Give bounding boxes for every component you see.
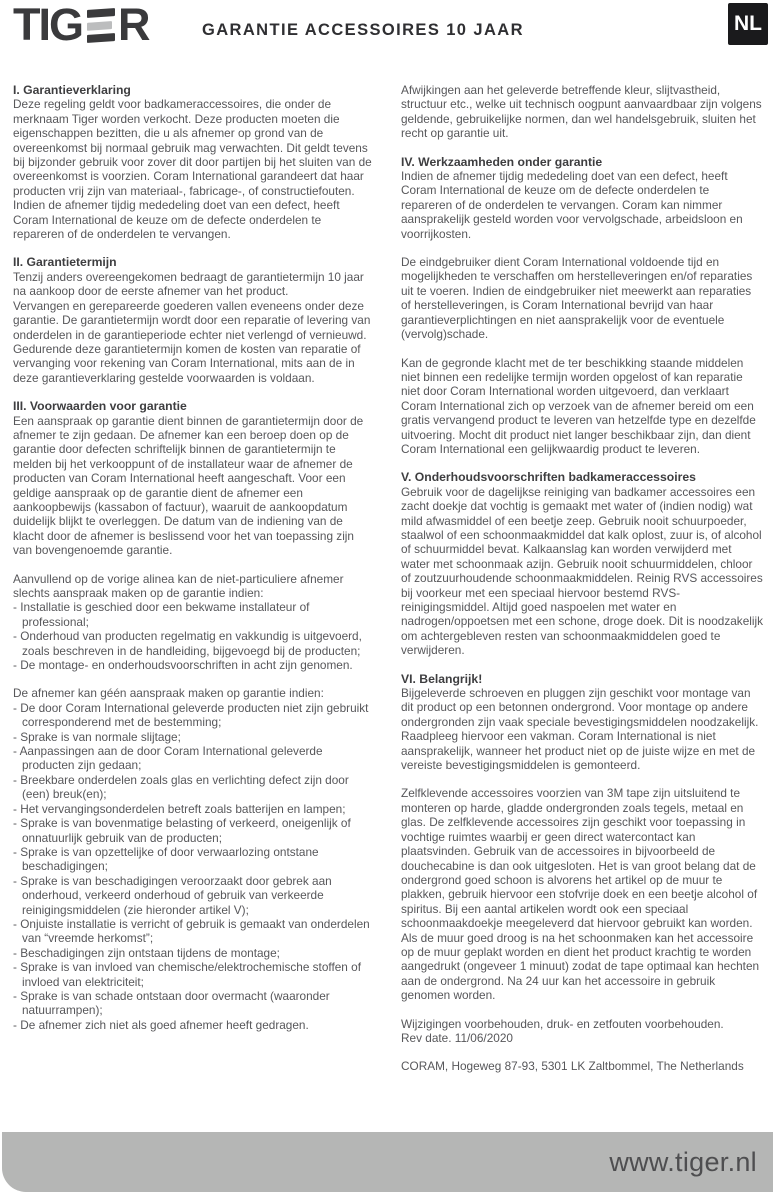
bullet-list (13, 701, 375, 1032)
paragraph: Wijzigingen voorbehouden, druk- en zetfouten voorbehouden. (401, 1016, 724, 1031)
section-heading: IV. Werkzaamheden onder garantie (401, 154, 603, 169)
list-item: - Sprake is van invloed van chemische/elektrochemische stoffen of invloed van elektriciteit; (13, 960, 375, 989)
page-title: GARANTIE ACCESSOIRES 10 JAAR (202, 21, 524, 39)
section-heading: II. Garantietermijn (13, 255, 117, 270)
paragraph: Gedurende deze garantietermijn komen de kosten van reparatie of vervanging voor rekening van Coram International, mits aan de in deze garantieverklaring gestelde voorwaarden is voldaan. (13, 341, 361, 385)
list-item: - Onjuiste installatie is verricht of gebruik is gemaakt van onderdelen van “vreemde herkomst”; (13, 917, 375, 946)
logo-e-bars-icon (87, 9, 115, 42)
section-heading: VI. Belangrijk! (401, 671, 483, 686)
logo-bar-bottom (87, 33, 115, 43)
paragraph: Tenzij anders overeengekomen bedraagt de garantietermijn 10 jaar na aankoop door de eerste afnemer van het product. (13, 269, 364, 299)
paragraph: Bijgeleverde schroeven en pluggen zijn geschikt voor montage van dit product op een betonnen ondergrond. Voor montage op andere ondergronden zijn vaak speciale bevestigingsmiddelen noodzakelijk. Raadpleeg hiervoor een vakman. Coram International is niet aansprakelijk, wanneer het product niet op de juiste wijze en met de vereiste bevestigingsmiddelen is gemonteerd. (401, 686, 759, 773)
paragraph: Een aanspraak op garantie dient binnen de garantietermijn door de afnemer te zijn gedaan. De afnemer kan een beroep doen op de garantie door defecten schriftelijk binnen de garantietermijn te melden bij het verkooppunt of de installateur waar de afnemer de producten van Coram International heeft aangeschaft. Voor een geldige aanspraak op de garantie dient de afnemer een aankoopbewijs (kassabon of factuur), waaruit de aankoopdatum duidelijk blijkt te overleggen. De datum van de indiening van de klacht door de afnemer is beslissend voor het van toepassing zijn van bovengenoemde garantie. (13, 413, 364, 558)
list-item: - De montage- en onderhoudsvoorschriften in acht zijn genomen. (13, 658, 375, 672)
list-item: - Sprake is van beschadigingen veroorzaakt door gebrek aan onderhoud, verkeerd onderhoud of gebruik van verkeerde reinigingsmiddelen (zie hieronder artikel V); (13, 874, 375, 917)
list-item: - Aanpassingen aan de door Coram International geleverde producten zijn gedaan; (13, 744, 375, 773)
list-item: - Beschadigingen zijn ontstaan tijdens de montage; (13, 946, 375, 960)
paragraph: Afwijkingen aan het geleverde betreffende kleur, slijtvastheid, structuur etc., welke uit technisch oogpunt aanvaardbaar zijn volgens geldende, gebruikelijke normen, dan wel handelsgebruik, sluiten het recht op garantie uit. (401, 83, 762, 141)
paragraph: Indien de afnemer tijdig mededeling doet van een defect, heeft Coram International de keuze om de defecte onderdelen te repareren of de onderdelen te vervangen. Coram kan nimmer aansprakelijk gesteld worden voor vervolgschade, arbeidsloon en voorrijkosten. (401, 169, 743, 241)
section-heading: III. Voorwaarden voor garantie (13, 399, 187, 414)
logo-text-suffix: R (118, 0, 149, 50)
list-item: - Installatie is geschied door een bekwame installateur of professional; (13, 600, 375, 629)
list-item: - Breekbare onderdelen zoals glas en verlichting defect zijn door (een) breuk(en); (13, 773, 375, 802)
left-column (13, 83, 375, 1130)
list-item: - Het vervangingsonderdelen betreft zoals batterijen en lampen; (13, 802, 375, 816)
paragraph: Kan de gegronde klacht met de ter beschikking staande middelen niet binnen een redelijke termijn worden opgelost of kan reparatie niet door Coram International worden uitgevoerd, dan verklaart Coram International zich op verzoek van de afnemer bereid om een gratis vervangend product te leveren van hetzelfde type en dezelfde uitvoering. Mocht dit product niet langer beschikbaar zijn, dan dient Coram International een gelijkwaardig product te leveren. (401, 355, 756, 456)
list-item: - Sprake is van schade ontstaan door overmacht (waaronder natuurrampen); (13, 989, 375, 1018)
section-heading: V. Onderhoudsvoorschriften badkameraccessoires (401, 470, 696, 485)
paragraph: Zelfklevende accessoires voorzien van 3M tape zijn uitsluitend te monteren op harde, gladde ondergronden zoals tegels, metaal en glas. De zelfklevende accessoires zijn geschikt voor toepassing in vochtige ruimtes waarbij er geen direct watercontact kan plaatsvinden. Gebruik van de accessoires in bijvoorbeeld de douchecabine is dan ook uitgesloten. Het is van groot belang dat de ondergrond goed schoon is alvorens het artikel op de muur te plakken, gebruik hiervoor een stofvrije doek en een beetje alcohol of spiritus. Bij een aantal artikelen wordt ook een speciaal schoonmaakdoekje meegeleverd dat hiervoor gebruikt kan worden. Als de muur goed droog is na het schoonmaken kan het accessoire op de muur geplakt worden en dient het product krachtig te worden aangedrukt (ongeveer 1 minuut) zodat de tape optimaal kan hechten aan de ondergrond. Na 24 uur kan het accessoire in gebruik genomen worden. (401, 786, 760, 1003)
paragraph: Aanvullend op de vorige alinea kan de niet-particuliere afnemer slechts aanspraak maken op de garantie indien: (13, 571, 344, 600)
paragraph: De eindgebruiker dient Coram International voldoende tijd en mogelijkheden te verschaffen om herstelleveringen en/of reparaties uit te voeren. Indien de eindgebruiker niet meewerkt aan reparaties of herstelleveringen, is Coram International bevrijd van haar garantieverplichtingen en niet aansprakelijk voor de eventuele (vervolg)schade. (401, 255, 753, 342)
paragraph: Vervangen en gerepareerde goederen vallen eveneens onder deze garantie. De garantietermijn wordt door een reparatie of levering van onderdelen in de garantieperiode echter niet verlengd of vernieuwd. (13, 298, 371, 342)
footer-bar (2, 1132, 773, 1192)
paragraph: Rev date. 11/06/2020 (401, 1030, 513, 1045)
right-column (401, 83, 763, 1130)
document-body (13, 83, 763, 1130)
list-item: - De afnemer zich niet als goed afnemer heeft gedragen. (13, 1018, 375, 1032)
section-heading: I. Garantieverklaring (13, 83, 131, 97)
bullet-list (13, 600, 375, 672)
list-item: - Sprake is van opzettelijke of door verwaarlozing ontstane beschadigingen; (13, 845, 375, 874)
list-item: - Onderhoud van producten regelmatig en vakkundig is uitgevoerd, zoals beschreven in de handleiding, bijgevoegd bij de producten; (13, 629, 375, 658)
list-item: - De door Coram International geleverde producten niet zijn gebruikt corresponderend met de bestemming; (13, 701, 375, 730)
language-badge: NL (728, 3, 768, 45)
logo-bar-middle (87, 21, 112, 31)
logo-text-prefix: TIG (13, 0, 82, 50)
document-header (0, 0, 773, 60)
paragraph: Deze regeling geldt voor badkameraccessoires, die onder de merknaam Tiger worden verkocht. Deze producten moeten die eigenschappen bezitten, die u als afnemer op grond van de overeenkomst bij normaal gebruik mag verwachten. Dit geldt tevens bij bijzonder gebruik voor zover dit door partijen bij het sluiten van de overeenkomst is voorzien. Coram International garandeert dat haar producten vrij zijn van materiaal-, fabricage-, of constructiefouten. Indien de afnemer tijdig mededeling doet van een defect, heeft Coram International de keuze om de defecte onderdelen te repareren of de onderdelen te vervangen. (13, 97, 372, 242)
list-item: - Sprake is van bovenmatige belasting of verkeerd, oneigenlijk of onnatuurlijk gebruik van de producten; (13, 816, 375, 845)
paragraph: CORAM, Hogeweg 87-93, 5301 LK Zaltbommel, The Netherlands (401, 1059, 744, 1074)
paragraph: De afnemer kan géén aanspraak maken op garantie indien: (13, 686, 324, 701)
logo-bar-top (87, 8, 115, 18)
footer-website-link[interactable]: www.tiger.nl (609, 1146, 757, 1177)
list-item: - Sprake is van normale slijtage; (13, 730, 375, 744)
paragraph: Gebruik voor de dagelijkse reiniging van badkamer accessoires een zacht doekje dat vochtig is gemaakt met water of (indien nodig) wat mild afwasmiddel of een beetje zeep. Gebruik nooit schuurpoeder, staalwol of een schoonmaakmiddel dat kalk oplost, zuur is, of alcohol of schuurmiddel bevat. Kalkaanslag kan worden verwijderd met water met schoonmaak azijn. Gebruik nooit schuurmiddelen, chloor of zoutzuurhoudende schoonmaakmiddelen. Reinig RVS accessoires bij voorkeur met een speciaal hiervoor bestemd RVS-reinigingsmiddel. Altijd goed naspoelen met water en nadrogen/oppoetsen met een schone, droge doek. Dit is noodzakelijk om achtergebleven resten van schoonmaakmiddelen goed te verwijderen. (401, 484, 763, 658)
tiger-logo (13, 0, 149, 50)
